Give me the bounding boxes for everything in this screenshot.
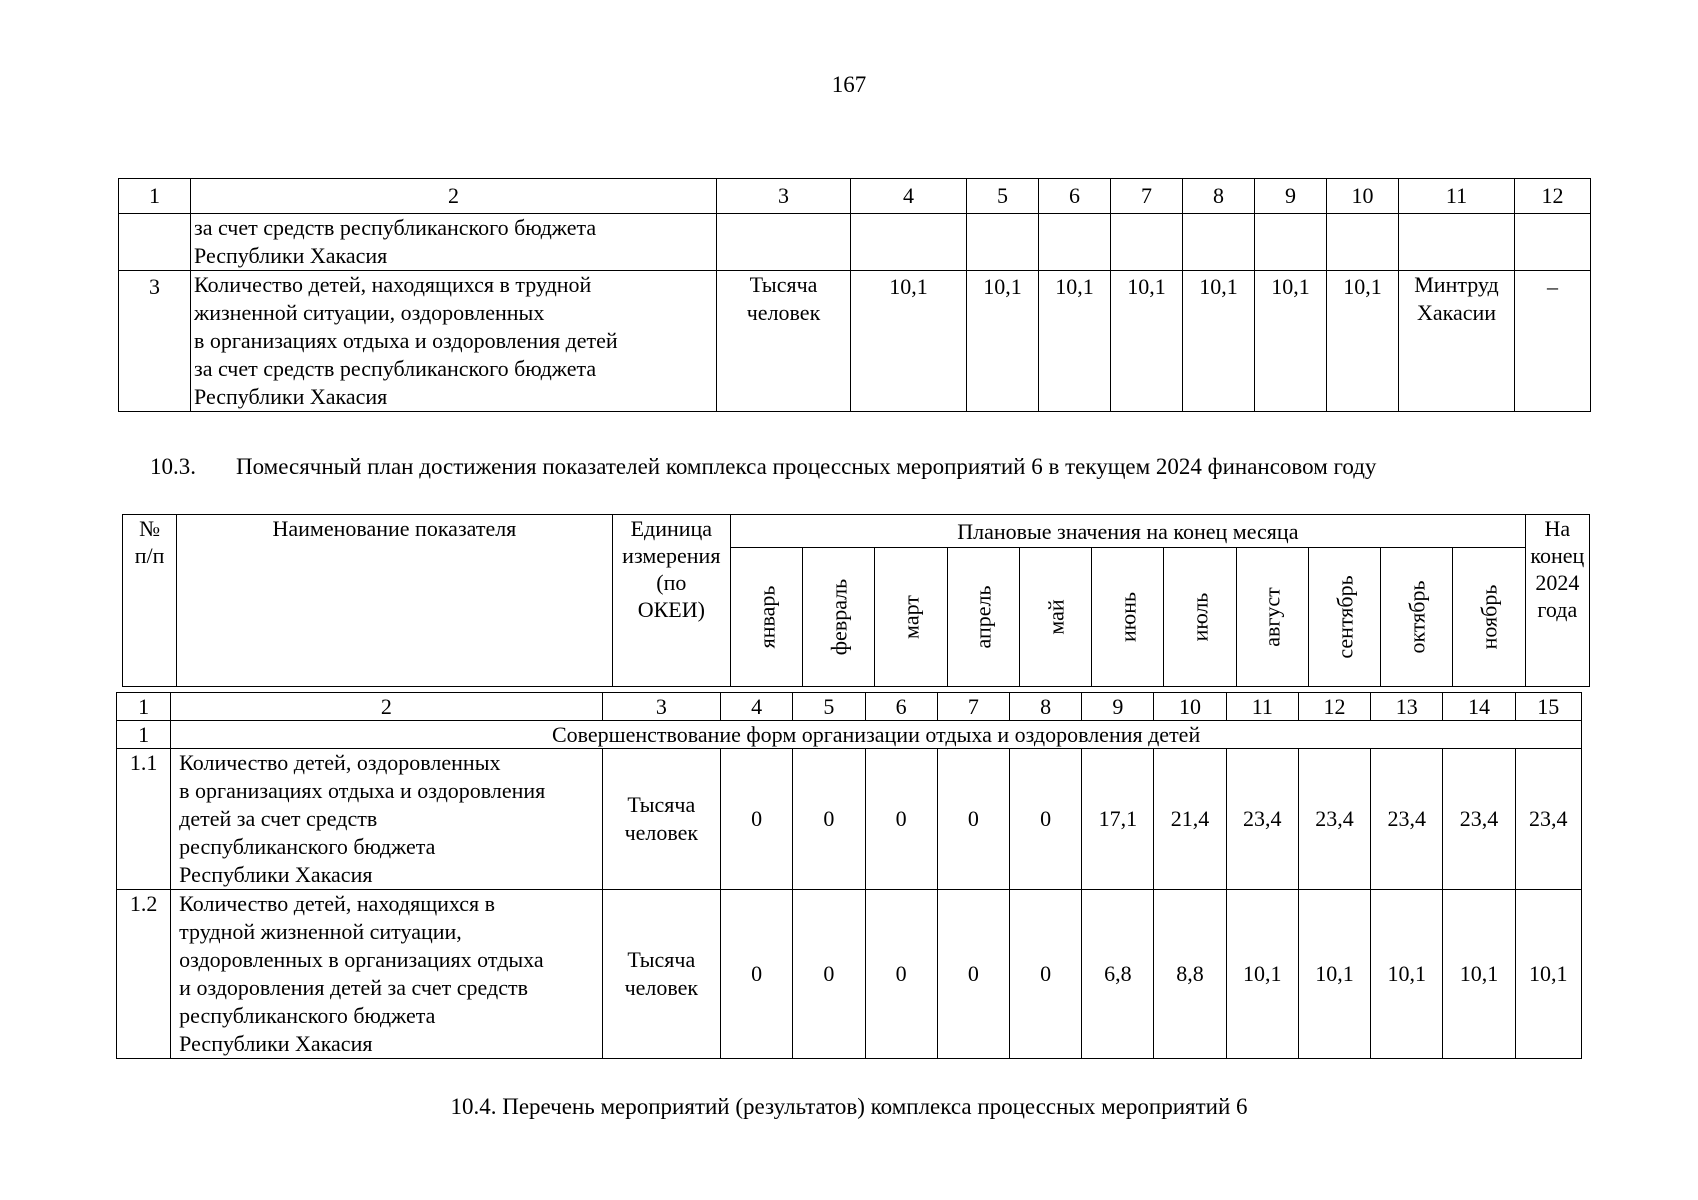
name-line: республиканского бюджета bbox=[179, 834, 436, 859]
header-line: года bbox=[1537, 597, 1578, 622]
month-label: май bbox=[1043, 599, 1069, 635]
name-line: в организациях отдыха и оздоровления bbox=[179, 778, 546, 803]
value-cell: 23,4 bbox=[1298, 749, 1370, 890]
value-cell: 0 bbox=[1009, 749, 1081, 890]
value-cell: 0 bbox=[793, 749, 865, 890]
header-cell: 3 bbox=[717, 179, 851, 214]
unit-cell bbox=[717, 214, 851, 271]
value-cell: 0 bbox=[721, 890, 793, 1059]
value-cell: 23,4 bbox=[1371, 749, 1443, 890]
table-row bbox=[119, 271, 1591, 412]
index-cell: 12 bbox=[1298, 693, 1370, 721]
value-cell bbox=[851, 214, 967, 271]
column-index-row bbox=[117, 693, 1582, 721]
index-cell: 2 bbox=[171, 693, 602, 721]
header-line: 2024 bbox=[1535, 570, 1580, 595]
indicator-name bbox=[191, 214, 717, 271]
header-cell: 4 bbox=[851, 179, 967, 214]
month-header bbox=[1164, 548, 1236, 687]
month-header bbox=[1453, 548, 1525, 687]
value-cell bbox=[1327, 214, 1399, 271]
indicator-name bbox=[191, 271, 717, 412]
header-line: п/п bbox=[134, 543, 165, 568]
value-cell: 0 bbox=[865, 749, 937, 890]
month-label: февраль bbox=[826, 578, 852, 656]
value-cell bbox=[967, 214, 1039, 271]
header-cell: 10 bbox=[1327, 179, 1399, 214]
header-cell: 2 bbox=[191, 179, 717, 214]
index-cell: 11 bbox=[1226, 693, 1298, 721]
name-line: Количество детей, находящихся в bbox=[179, 891, 496, 916]
section-heading-10-3 bbox=[150, 454, 1610, 480]
month-label: апрель bbox=[970, 585, 996, 649]
value-cell: 10,1 bbox=[1226, 890, 1298, 1059]
value-cell: 10,1 bbox=[1183, 271, 1255, 412]
row-number: 3 bbox=[119, 271, 191, 412]
month-label: март bbox=[898, 595, 924, 639]
name-line: Количество детей, оздоровленных bbox=[179, 750, 501, 775]
month-label: август bbox=[1259, 587, 1285, 647]
header-cell: 11 bbox=[1399, 179, 1515, 214]
index-cell: 9 bbox=[1082, 693, 1154, 721]
row-number bbox=[119, 214, 191, 271]
table-row bbox=[119, 214, 1591, 271]
name-line: Республики Хакасия bbox=[194, 243, 388, 268]
month-header bbox=[731, 548, 803, 687]
value-cell: 21,4 bbox=[1154, 749, 1226, 890]
month-label: октябрь bbox=[1404, 580, 1430, 654]
unit-cell bbox=[602, 749, 720, 890]
name-line: за счет средств республиканского бюджета bbox=[194, 356, 597, 381]
name-line: за счет средств республиканского бюджета bbox=[194, 215, 597, 240]
value-cell bbox=[1039, 214, 1111, 271]
indicator-name bbox=[171, 890, 602, 1059]
header-line: конец bbox=[1530, 543, 1585, 568]
header-cell: 5 bbox=[967, 179, 1039, 214]
header-cell: 12 bbox=[1515, 179, 1591, 214]
row-number: 1.1 bbox=[117, 749, 171, 890]
unit-cell bbox=[602, 890, 720, 1059]
section-number: 1 bbox=[117, 721, 171, 749]
index-cell: 15 bbox=[1515, 693, 1581, 721]
name-line: в организациях отдыха и оздоровления детей bbox=[194, 328, 618, 353]
value-cell: 0 bbox=[1009, 890, 1081, 1059]
month-header bbox=[947, 548, 1019, 687]
month-label: июль bbox=[1187, 592, 1213, 642]
header-cell: 8 bbox=[1183, 179, 1255, 214]
month-header bbox=[803, 548, 875, 687]
index-cell: 1 bbox=[117, 693, 171, 721]
value-cell bbox=[1111, 214, 1183, 271]
value-cell: 8,8 bbox=[1154, 890, 1226, 1059]
unit-line: человек bbox=[624, 820, 699, 845]
value-cell: 6,8 bbox=[1082, 890, 1154, 1059]
section-heading-10-4: 10.4. Перечень мероприятий (результатов) комплекса процессных мероприятий 6 bbox=[450, 1094, 1248, 1119]
header-year-end bbox=[1525, 515, 1589, 687]
month-label: июнь bbox=[1115, 591, 1141, 643]
unit-line: Тысяча bbox=[627, 947, 696, 972]
name-line: Количество детей, находящихся в трудной bbox=[194, 272, 592, 297]
unit-line: Тысяча bbox=[627, 792, 696, 817]
index-cell: 3 bbox=[602, 693, 720, 721]
month-header bbox=[1381, 548, 1453, 687]
header-cell: 1 bbox=[119, 179, 191, 214]
responsible-line: Хакасии bbox=[1416, 300, 1497, 325]
index-cell: 8 bbox=[1009, 693, 1081, 721]
name-line: трудной жизненной ситуации, bbox=[179, 919, 462, 944]
name-line: Республики Хакасия bbox=[179, 862, 373, 887]
section-title: Помесячный план достижения показателей комплекса процессных мероприятий 6 в текущем 2024 финансовом году bbox=[236, 454, 1377, 479]
value-cell: 10,1 bbox=[851, 271, 967, 412]
table-header-row bbox=[119, 179, 1591, 214]
value-cell: 10,1 bbox=[1111, 271, 1183, 412]
value-cell: 10,1 bbox=[967, 271, 1039, 412]
index-cell: 7 bbox=[937, 693, 1009, 721]
table-row bbox=[117, 890, 1582, 1059]
page-number: 167 bbox=[831, 72, 867, 97]
value-cell: 0 bbox=[721, 749, 793, 890]
value-cell: 10,1 bbox=[1443, 890, 1515, 1059]
value-cell: 10,1 bbox=[1039, 271, 1111, 412]
header-cell: 7 bbox=[1111, 179, 1183, 214]
value-cell: 17,1 bbox=[1082, 749, 1154, 890]
section-title: Совершенствование форм организации отдыха и оздоровления детей bbox=[171, 721, 1582, 749]
table-header-row bbox=[123, 515, 1590, 548]
last-cell: – bbox=[1515, 271, 1591, 412]
value-cell: 10,1 bbox=[1515, 890, 1581, 1059]
header-line: (по bbox=[656, 570, 687, 595]
unit-line: Тысяча bbox=[749, 272, 818, 297]
name-line: и оздоровления детей за счет средств bbox=[179, 975, 528, 1000]
index-cell: 4 bbox=[721, 693, 793, 721]
value-cell bbox=[1183, 214, 1255, 271]
section-row bbox=[117, 721, 1582, 749]
month-label: январь bbox=[754, 585, 780, 649]
value-cell bbox=[1255, 214, 1327, 271]
monthly-plan-table bbox=[116, 692, 1582, 1059]
index-cell: 10 bbox=[1154, 693, 1226, 721]
index-cell: 13 bbox=[1371, 693, 1443, 721]
header-cell: 9 bbox=[1255, 179, 1327, 214]
value-cell: 0 bbox=[937, 890, 1009, 1059]
name-line: республиканского бюджета bbox=[179, 1003, 436, 1028]
index-cell: 14 bbox=[1443, 693, 1515, 721]
month-header bbox=[1092, 548, 1164, 687]
last-cell bbox=[1515, 214, 1591, 271]
header-line: Единица bbox=[630, 516, 713, 541]
section-number: 10.3. bbox=[150, 454, 196, 479]
monthly-plan-header-table bbox=[122, 514, 1590, 687]
index-cell: 6 bbox=[865, 693, 937, 721]
name-line: детей за счет средств bbox=[179, 806, 378, 831]
unit-line: человек bbox=[624, 975, 699, 1000]
table-row bbox=[117, 749, 1582, 890]
row-number: 1.2 bbox=[117, 890, 171, 1059]
header-indicator-name: Наименование показателя bbox=[177, 515, 612, 687]
unit-line: человек bbox=[746, 300, 821, 325]
month-label: сентябрь bbox=[1332, 575, 1357, 659]
unit-cell bbox=[717, 271, 851, 412]
value-cell: 23,4 bbox=[1226, 749, 1298, 890]
value-cell: 10,1 bbox=[1371, 890, 1443, 1059]
value-cell: 10,1 bbox=[1327, 271, 1399, 412]
header-line: измерения bbox=[622, 543, 721, 568]
name-line: Республики Хакасия bbox=[194, 384, 388, 409]
header-number bbox=[123, 515, 177, 687]
header-planned-values: Плановые значения на конец месяца bbox=[731, 515, 1526, 548]
header-line: № bbox=[139, 516, 161, 541]
name-line: Республики Хакасия bbox=[179, 1031, 373, 1056]
value-cell: 0 bbox=[793, 890, 865, 1059]
value-cell: 10,1 bbox=[1255, 271, 1327, 412]
index-cell: 5 bbox=[793, 693, 865, 721]
header-line: На bbox=[1544, 516, 1571, 541]
value-cell: 10,1 bbox=[1298, 890, 1370, 1059]
header-cell: 6 bbox=[1039, 179, 1111, 214]
month-header bbox=[875, 548, 947, 687]
indicator-name bbox=[171, 749, 602, 890]
month-label: ноябрь bbox=[1476, 584, 1502, 650]
header-line: ОКЕИ) bbox=[637, 597, 705, 622]
responsible-line: Минтруд bbox=[1414, 272, 1499, 297]
value-cell: 0 bbox=[865, 890, 937, 1059]
name-line: оздоровленных в организациях отдыха bbox=[179, 947, 544, 972]
responsible-cell bbox=[1399, 271, 1515, 412]
month-header bbox=[1019, 548, 1091, 687]
indicator-table-continued bbox=[118, 178, 1591, 412]
header-unit bbox=[612, 515, 730, 687]
responsible-cell bbox=[1399, 214, 1515, 271]
month-header bbox=[1236, 548, 1308, 687]
name-line: жизненной ситуации, оздоровленных bbox=[194, 300, 545, 325]
value-cell: 23,4 bbox=[1515, 749, 1581, 890]
value-cell: 0 bbox=[937, 749, 1009, 890]
month-header bbox=[1308, 548, 1380, 687]
value-cell: 23,4 bbox=[1443, 749, 1515, 890]
